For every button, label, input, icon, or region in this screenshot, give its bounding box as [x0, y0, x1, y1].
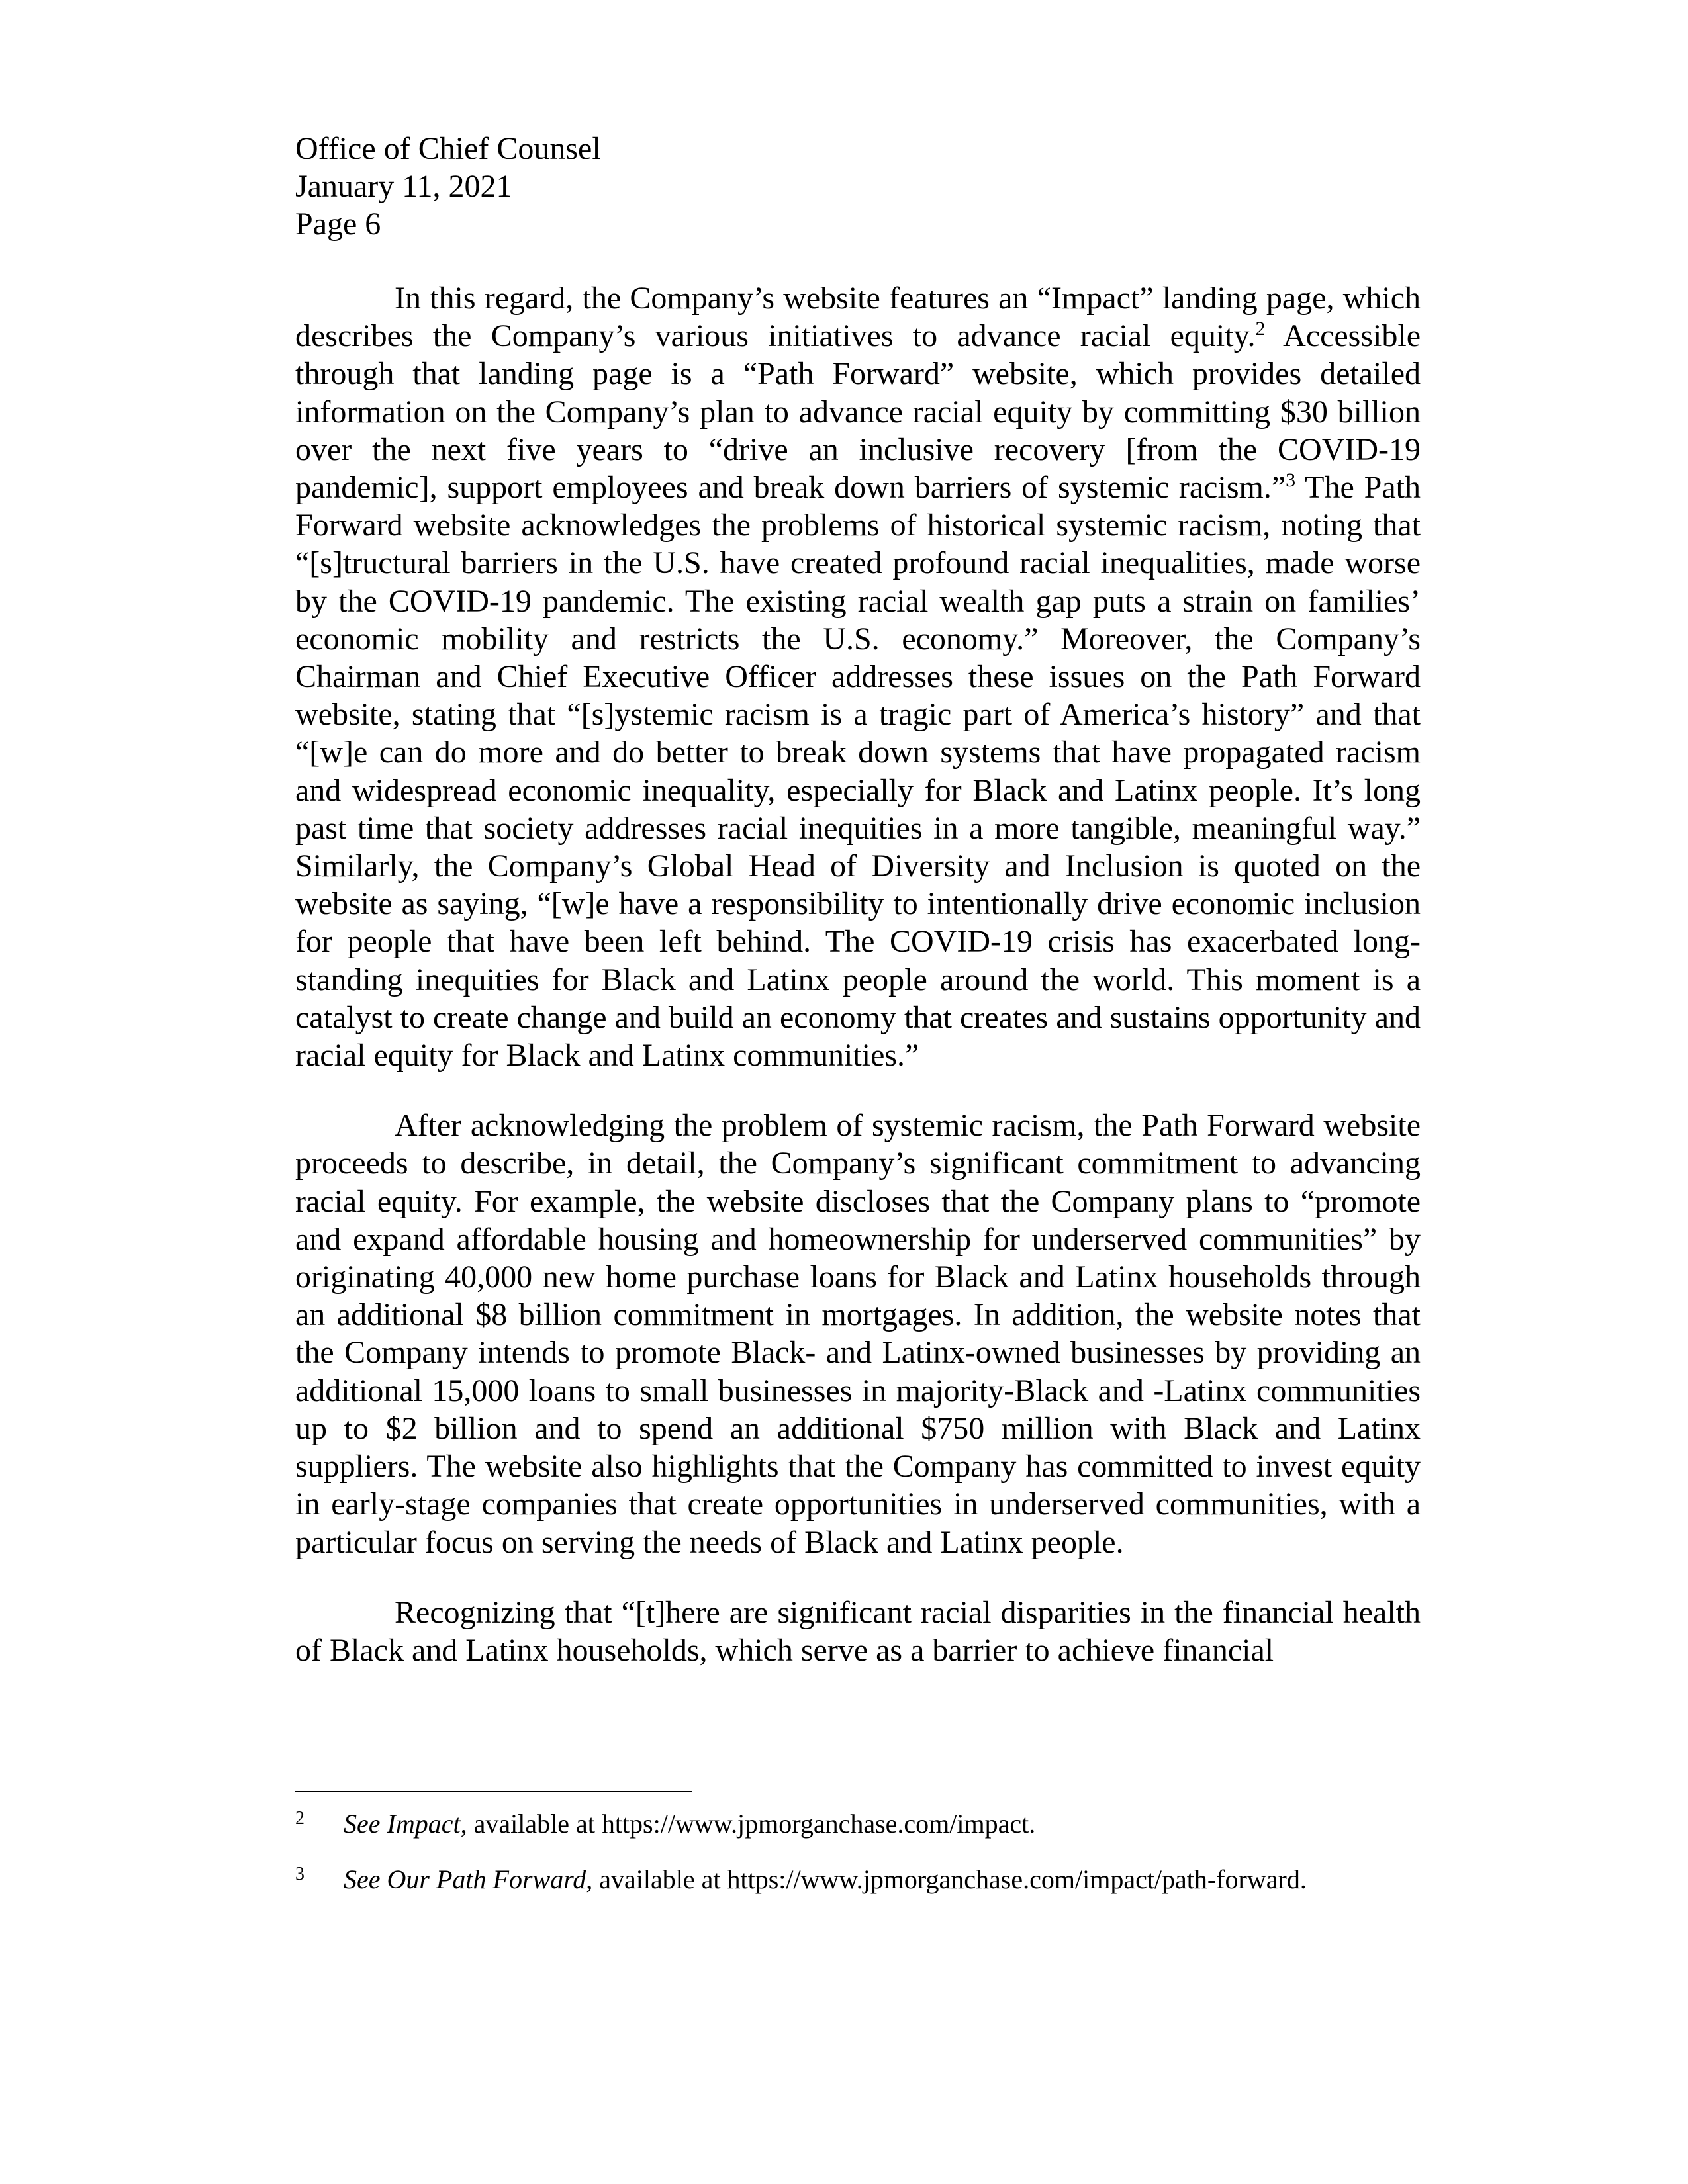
- footnotes: [295, 1808, 1421, 1919]
- header-office: Office of Chief Counsel: [295, 131, 601, 166]
- paragraph-1: [295, 279, 1421, 1074]
- footnote-number: 3: [295, 1864, 305, 1884]
- footnote-ref-3: 3: [1286, 469, 1296, 492]
- paragraph-2: After acknowledging the problem of systemic racism, the Path Forward website proceeds to describe, in detail, the Company’s significant commitment to advancing racial equity. For example, the website discloses that the Company plans to “promote and expand affordable housing and homeownership for underserved communities” by originating 40,000 new home purchase loans for Black and Latinx households through an additional $8 billion commitment in mortgages. In addition, the website notes that the Company intends to promote Black- and Latinx-owned businesses by providing an additional 15,000 loans to small businesses in majority-Black and -Latinx communities up to $2 billion and to spend an additional $750 million with Black and Latinx suppliers. The website also highlights that the Company has committed to invest equity in early-stage companies that create opportunities in underserved communities, with a particular focus on serving the needs of Black and Latinx people.: [295, 1108, 1421, 1560]
- footnote-text: , available at https://www.jpmorganchase.com/impact/path-forward.: [586, 1864, 1307, 1894]
- paragraph-1-part-1: In this regard, the Company’s website features an “Impact” landing page, which describes the Company’s various initiatives to advance racial equity.: [295, 281, 1421, 354]
- footnote-2: [295, 1808, 1421, 1840]
- footnote-number: 2: [295, 1808, 305, 1829]
- footnote-text: , available at https://www.jpmorganchase.com/impact.: [460, 1809, 1036, 1839]
- footnote-title: See Our Path Forward: [344, 1864, 586, 1894]
- paragraph-1-part-3: The Path Forward website acknowledges the problems of historical systemic racism, noting that “[s]tructural barriers in the U.S. have created profound racial inequalities, made worse by the COVID-19 pandemic. The existing racial wealth gap puts a strain on families’ economic mobility and restricts the U.S. economy.” Moreover, the Company’s Chairman and Chief Executive Officer addresses these issues on the Path Forward website, stating that “[s]ystemic racism is a tragic part of America’s history” and that “[w]e can do more and do better to break down systems that have propagated racism and widespread economic inequality, especially for Black and Latinx people. It’s long past time that society addresses racial inequities in a more tangible, meaningful way.” Similarly, the Company’s Global Head of Diversity and Inclusion is quoted on the website as saying, “[w]e have a responsibility to intentionally drive economic inclusion for people that have been left behind. The COVID-19 crisis has exacerbated long-standing inequities for Black and Latinx people around the world. This moment is a catalyst to create change and build an economy that creates and sustains opportunity and racial equity for Black and Latinx communities.”: [295, 470, 1421, 1073]
- footnote-ref-2: 2: [1255, 318, 1266, 340]
- header-page-number: Page 6: [295, 206, 381, 242]
- header-date: January 11, 2021: [295, 169, 512, 204]
- letter-header: [295, 130, 1421, 243]
- paragraph-1-part-2: Accessible through that landing page is a “Path Forward” website, which provides detailed information on the Company’s plan to advance racial equity by committing $30 billion over the next five years to “drive an inclusive recovery [from the COVID-19 pandemic], support employees and break down barriers of systemic racism.”: [295, 318, 1421, 506]
- letter-body: [295, 279, 1421, 1669]
- footnote-divider: [295, 1791, 692, 1792]
- footnote-3: [295, 1864, 1421, 1895]
- footnote-title: See Impact: [344, 1809, 461, 1839]
- paragraph-3: Recognizing that “[t]here are significant racial disparities in the financial health of Black and Latinx households, which serve as a barrier to achieve financial: [295, 1594, 1421, 1668]
